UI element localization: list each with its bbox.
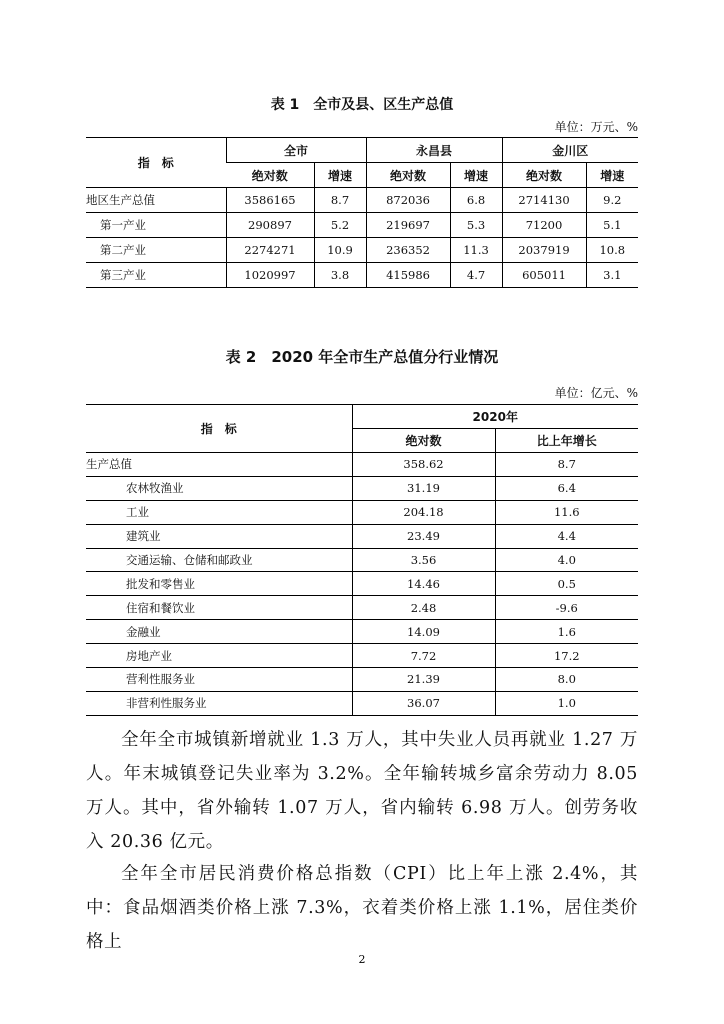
table-row <box>86 572 638 596</box>
paragraph-employment: 全年全市城镇新增就业 1.3 万人，其中失业人员再就业 1.27 万人。年末城镇登记失业率为 3.2%。全年输转城乡富余劳动力 8.05 万人。其中，省外输转 1.07 万人，省内输转 6.98 万人。创劳务收入 20.36 亿元。 <box>86 730 638 852</box>
table-cell-abs: 23.49 <box>352 524 495 548</box>
row-label: 农林牧渔业 <box>86 476 352 500</box>
table-row <box>86 620 638 644</box>
table-row <box>86 453 638 477</box>
row-label: 第一产业 <box>86 213 226 238</box>
table-cell: 10.8 <box>586 238 638 263</box>
table-cell: 1020997 <box>226 263 314 288</box>
table-cell: 3586165 <box>226 188 314 213</box>
row-label: 工业 <box>86 500 352 524</box>
table-cell: 11.3 <box>450 238 502 263</box>
table-row <box>86 644 638 668</box>
table-cell: 605011 <box>502 263 586 288</box>
table-row <box>86 213 638 238</box>
table2-caption: 表 2 2020 年全市生产总值分行业情况 <box>225 348 499 366</box>
table-cell: 236352 <box>366 238 450 263</box>
table-cell-growth: 1.0 <box>495 691 638 715</box>
row-label: 房地产业 <box>86 644 352 668</box>
table1-unit: 单位：万元、% <box>554 120 638 134</box>
table-cell-abs: 3.56 <box>352 548 495 572</box>
table-cell: 219697 <box>366 213 450 238</box>
table1-header-group: 永昌县 <box>366 138 502 163</box>
table-cell-growth: 4.4 <box>495 524 638 548</box>
table-cell-growth: 6.4 <box>495 476 638 500</box>
table1-header-sub: 绝对数 <box>226 163 314 188</box>
table-row <box>86 188 638 213</box>
table2-header-abs: 绝对数 <box>352 429 495 453</box>
table1 <box>86 137 638 288</box>
table-row <box>86 263 638 288</box>
row-label: 第二产业 <box>86 238 226 263</box>
table-cell-abs: 31.19 <box>352 476 495 500</box>
row-label: 营利性服务业 <box>86 668 352 692</box>
table-cell: 5.2 <box>314 213 366 238</box>
row-label: 非营利性服务业 <box>86 691 352 715</box>
row-label: 生产总值 <box>86 457 132 472</box>
table1-header-sub: 增速 <box>586 163 638 188</box>
table-cell: 2274271 <box>226 238 314 263</box>
table-cell-growth: 11.6 <box>495 500 638 524</box>
table-row <box>86 238 638 263</box>
table-cell-growth: 4.0 <box>495 548 638 572</box>
table-row <box>86 596 638 620</box>
table-row <box>86 524 638 548</box>
table-cell: 9.2 <box>586 188 638 213</box>
table-cell-growth: 1.6 <box>495 620 638 644</box>
table-cell-abs: 14.46 <box>352 572 495 596</box>
table-cell: 6.8 <box>450 188 502 213</box>
table-cell-abs: 36.07 <box>352 691 495 715</box>
table-cell: 4.7 <box>450 263 502 288</box>
table1-header-group: 全市 <box>226 138 366 163</box>
table1-header-sub: 绝对数 <box>366 163 450 188</box>
table1-header-indicator: 指 标 <box>86 138 226 188</box>
table2-header-indicator: 指 标 <box>86 405 352 453</box>
row-label: 第三产业 <box>100 268 146 282</box>
table-row <box>86 668 638 692</box>
table-row <box>86 500 638 524</box>
table1-header-sub: 增速 <box>314 163 366 188</box>
table1-header-sub: 增速 <box>450 163 502 188</box>
table1-caption: 表 1 全市及县、区生产总值 <box>270 97 454 113</box>
row-label: 交通运输、仓储和邮政业 <box>86 548 352 572</box>
table-cell: 3.8 <box>314 263 366 288</box>
table-row <box>86 476 638 500</box>
page-number: 2 <box>358 953 366 966</box>
row-label: 地区生产总值 <box>86 188 226 213</box>
table-cell-abs: 7.72 <box>352 644 495 668</box>
table-cell-abs: 14.09 <box>352 620 495 644</box>
table-cell-growth: 8.7 <box>495 453 638 477</box>
row-label: 批发和零售业 <box>86 572 352 596</box>
table-cell-growth: 17.2 <box>495 644 638 668</box>
table-cell-growth: 8.0 <box>495 668 638 692</box>
table-cell-abs: 204.18 <box>352 500 495 524</box>
paragraph-cpi: 全年全市居民消费价格总指数（CPI）比上年上涨 2.4%，其中：食品烟酒类价格上涨 7.3%，衣着类价格上涨 1.1%，居住类价格上 <box>86 864 638 952</box>
table-row <box>86 691 638 715</box>
row-label: 金融业 <box>86 620 352 644</box>
table-cell: 415986 <box>366 263 450 288</box>
table-cell: 8.7 <box>314 188 366 213</box>
table2-header-growth: 比上年增长 <box>495 429 638 453</box>
table-cell: 5.1 <box>586 213 638 238</box>
table-cell-growth: 0.5 <box>495 572 638 596</box>
table-cell-growth: -9.6 <box>495 596 638 620</box>
table-cell: 872036 <box>366 188 450 213</box>
table-cell: 71200 <box>502 213 586 238</box>
table-cell-abs: 2.48 <box>352 596 495 620</box>
table2 <box>86 404 638 716</box>
row-label: 建筑业 <box>86 524 352 548</box>
table-cell: 2714130 <box>502 188 586 213</box>
table-row <box>86 548 638 572</box>
table-cell: 2037919 <box>502 238 586 263</box>
table2-header-year: 2020年 <box>352 405 638 429</box>
table2-unit: 单位：亿元、% <box>554 386 638 400</box>
table-cell: 5.3 <box>450 213 502 238</box>
table1-header-sub: 绝对数 <box>502 163 586 188</box>
table-cell: 3.1 <box>586 263 638 288</box>
table-cell: 10.9 <box>314 238 366 263</box>
row-label: 住宿和餐饮业 <box>86 596 352 620</box>
table-cell-abs: 358.62 <box>352 453 495 477</box>
table-cell-abs: 21.39 <box>352 668 495 692</box>
table-cell: 290897 <box>226 213 314 238</box>
table1-header-group: 金川区 <box>502 138 638 163</box>
